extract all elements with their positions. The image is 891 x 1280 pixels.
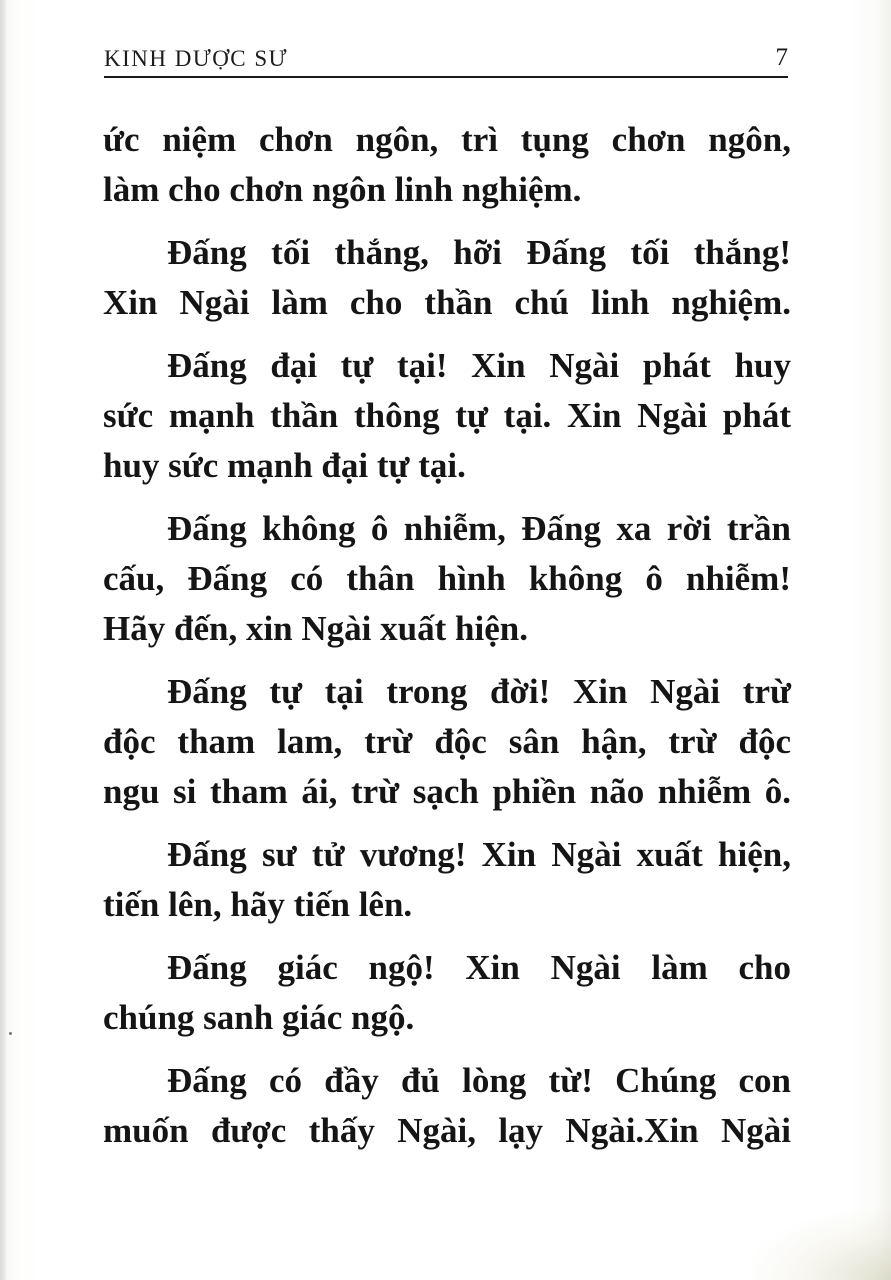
text-line: Hãy đến, xin Ngài xuất hiện.: [103, 609, 528, 648]
text-line: chúng sanh giác ngộ.: [103, 998, 415, 1037]
text-line: Xin Ngài làm cho thần chú linh nghiệm.: [103, 283, 791, 322]
text-line: độc tham lam, trừ độc sân hận, trừ độc: [103, 722, 791, 761]
paragraph: [103, 341, 791, 491]
page-number: 7: [775, 44, 788, 71]
body-text: [103, 115, 791, 1169]
text-line: ngu si tham ái, trừ sạch phiền não nhiễm ô.: [103, 772, 791, 811]
paragraph: [103, 228, 791, 328]
text-line: huy sức mạnh đại tự tại.: [103, 446, 466, 485]
paragraph: [103, 667, 791, 817]
paragraph: [103, 943, 791, 1043]
text-line: Đấng tối thắng, hỡi Đấng tối thắng!: [167, 233, 791, 272]
text-line: muốn được thấy Ngài, lạy Ngài.Xin Ngài: [103, 1111, 791, 1150]
text-line: Đấng không ô nhiễm, Đấng xa rời trần: [167, 509, 791, 548]
text-line: tiến lên, hãy tiến lên.: [103, 885, 413, 924]
text-line: Đấng có đầy đủ lòng từ! Chúng con: [167, 1061, 791, 1100]
text-line: Đấng tự tại trong đời! Xin Ngài trừ: [167, 672, 791, 711]
page-binding-edge: [0, 0, 6, 1280]
text-line: sức mạnh thần thông tự tại. Xin Ngài phát: [103, 396, 791, 435]
page-header: [104, 42, 788, 78]
text-line: Đấng sư tử vương! Xin Ngài xuất hiện,: [167, 835, 791, 874]
paragraph: [103, 1056, 791, 1156]
text-line: Đấng giác ngộ! Xin Ngài làm cho: [167, 948, 791, 987]
text-line: ức niệm chơn ngôn, trì tụng chơn ngôn,: [103, 120, 791, 159]
running-title: KINH DƯỢC SƯ: [104, 46, 289, 71]
page-corner-wear: [751, 1210, 891, 1280]
page-speck: [9, 1032, 12, 1035]
text-line: cấu, Đấng có thân hình không ô nhiễm!: [103, 559, 791, 598]
paragraph: [103, 504, 791, 654]
text-line: Đấng đại tự tại! Xin Ngài phát huy: [167, 346, 791, 385]
paragraph: [103, 830, 791, 930]
text-line: làm cho chơn ngôn linh nghiệm.: [103, 170, 582, 209]
paragraph: [103, 115, 791, 215]
